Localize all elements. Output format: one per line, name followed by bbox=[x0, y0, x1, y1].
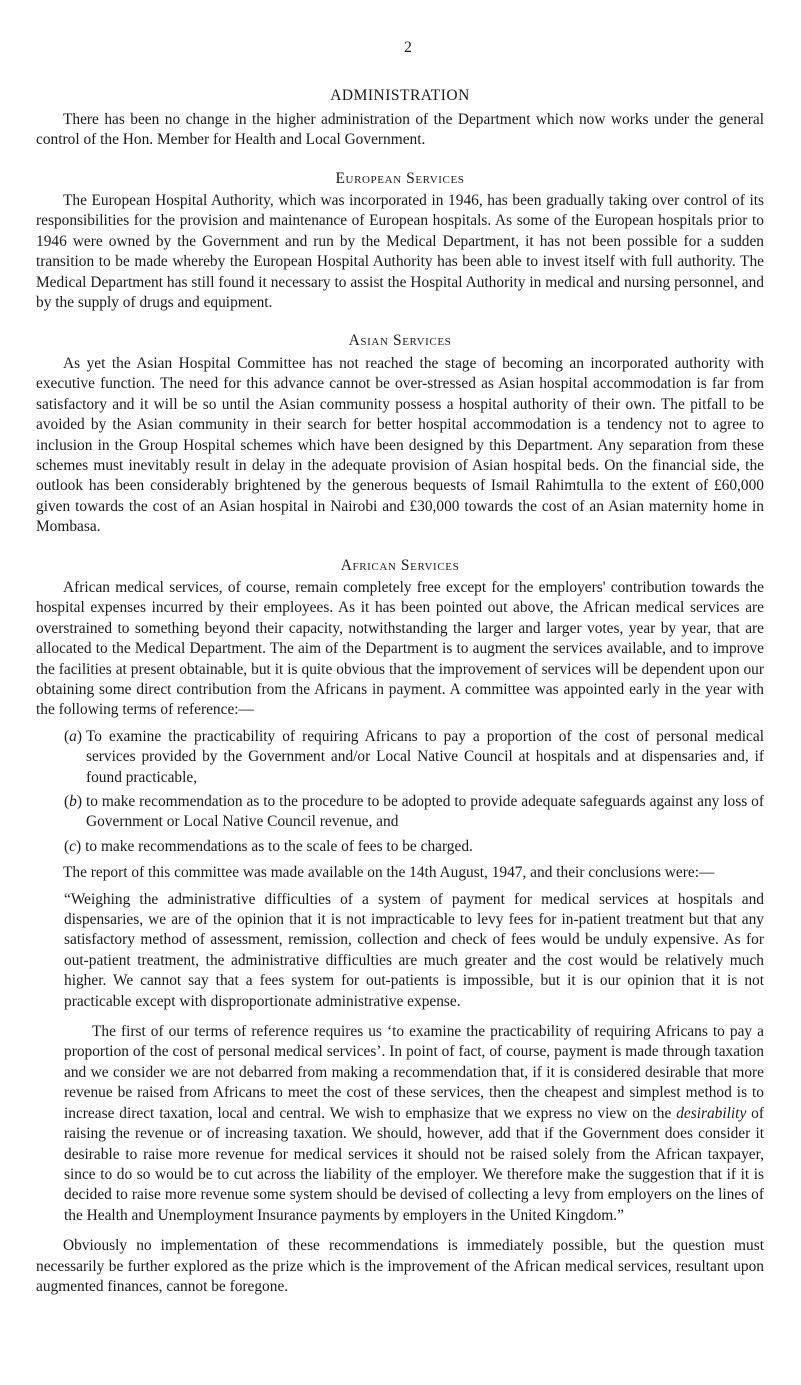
quote-paragraph-1: “Weighing the administrative difficulties of a system of payment for medical services at hospitals and dispensaries, we are of the opinion that it is not impracticable to levy fees for in-patient treatment but that any satisfactory method of assessment, remission, collection and check of fees would be unduly expensive. As for out-patient treatment, the administrative difficulties are much greater and the cost would be relatively much higher. We cannot say that a fees system for out-patients is impossible, but it is our opinion that it is not practicable except with disproportionate administrative expense. bbox=[64, 890, 764, 1010]
african-services-paragraph: African medical services, of course, remain completely free except for the employers' contribution towards the hospital expenses incurred by their employees. As it has been pointed out above, the African medical services are overstrained to something beyond their capacity, notwithstanding the larger and larger votes, year by year, that are allocated to the Medical Department. The aim of the Department is to augment the services available, and to improve the facilities at present obtainable, but it is quite obvious that the improvement of services will be dependent upon our obtaining some direct contribution from the Africans in payment. A committee was appointed early in the year with the following terms of reference:— bbox=[36, 578, 764, 719]
term-item bbox=[64, 727, 764, 788]
report-paragraph: The report of this committee was made available on the 14th August, 1947, and their conclusions were:— bbox=[63, 864, 715, 882]
european-services-paragraph: The European Hospital Authority, which was incorporated in 1946, has been gradually taking over control of its responsibilities for the provision and maintenance of European hospitals. As some of the European hospitals prior to 1946 were owned by the Government and run by the Medical Department, it has not been possible for a sudden transition to be made whereby the European Hospital Authority has been able to invest itself with full authority. The Medical Department has still found it necessary to assist the Hospital Authority in medical and nursing personnel, and by the supply of drugs and equipment. bbox=[36, 192, 764, 312]
term-text: to make recommendation as to the procedure to be adopted to provide adequate safeguards against any loss of Government or Local Native Council revenue, and bbox=[85, 793, 764, 831]
conclusion-paragraph: Obviously no implementation of these recommendations is immediately possible, but the question must necessarily be further explored as the prize which is the improvement of the African medical services, resultant upon augmented finances, cannot be foregone. bbox=[36, 1237, 764, 1295]
page-number: 2 bbox=[404, 39, 412, 56]
committee-conclusions-quote bbox=[36, 890, 764, 1227]
european-services-heading: European Services bbox=[335, 169, 465, 187]
emphasis-desirability: desirability bbox=[676, 1104, 747, 1122]
term-text: to make recommendations as to the scale of fees to be charged. bbox=[85, 837, 473, 855]
term-item bbox=[64, 792, 764, 833]
quote-paragraph-2: The first of our terms of reference requires us ‘to examine the practicability of requiring Africans to pay a proportion of the cost of personal medical services’. In point of fact, of course, payment is made through taxation and we consider we are not debarred from making a recommendation that, if it is considered desirable that more revenue be raised from Africans to meet the cost of these services, then the cheapest and simplest method is to increase direct taxation, local and central. We wish to emphasize that we express no view on the desirability of raising the revenue or of increasing taxation. We should, however, add that if the Government does consider it desirable to raise more revenue for medical services it should not be raised solely from the African taxpayer, since to do so would be to cut across the liability of the employer. We therefore make the suggestion that if it is decided to raise more revenue some system should be devised of collecting a levy from employers on the lines of the Health and Unemployment Insurance payments by employers in the United Kingdom.” bbox=[64, 1023, 764, 1224]
intro-paragraph: There has been no change in the higher administration of the Department which now works under the general control of the Hon. Member for Health and Local Government. bbox=[36, 110, 764, 149]
asian-services-paragraph: As yet the Asian Hospital Committee has not reached the stage of becoming an incorporated authority with executive function. The need for this advance cannot be over-stressed as Asian hospital accommodation is far from satisfactory and it will be so until the Asian community possess a hospital authority of their own. The pitfall to be avoided by the Asian community in their search for better hospital accommodation is a tendency not to agree to inclusion in the Group Hospital schemes which have been designed by this Department. Any separation from these schemes must inevitably result in delay in the adequate provision of Asian hospital beds. On the financial side, the outlook has been considerably brightened by the generous bequests of Ismail Rahimtulla to the extent of £60,000 given towards the cost of an Asian hospital in Nairobi and £30,000 towards the cost of an Asian maternity home in Mombasa. bbox=[36, 354, 764, 536]
term-label: (a) bbox=[64, 727, 82, 745]
main-heading: ADMINISTRATION bbox=[330, 87, 470, 105]
term-item bbox=[64, 837, 764, 857]
term-text: To examine the practicability of requiring Africans to pay a proportion of the cost of personal medical services provided by the Government and/or Local Native Council at hospitals and at dispensaries and, if found practicable, bbox=[85, 727, 764, 786]
asian-services-heading: Asian Services bbox=[348, 332, 452, 350]
document-page bbox=[36, 38, 764, 1297]
terms-of-reference-list bbox=[36, 727, 764, 857]
term-label: (b) bbox=[64, 793, 82, 810]
term-label: (c) bbox=[64, 837, 82, 855]
african-services-heading: African Services bbox=[340, 556, 460, 574]
